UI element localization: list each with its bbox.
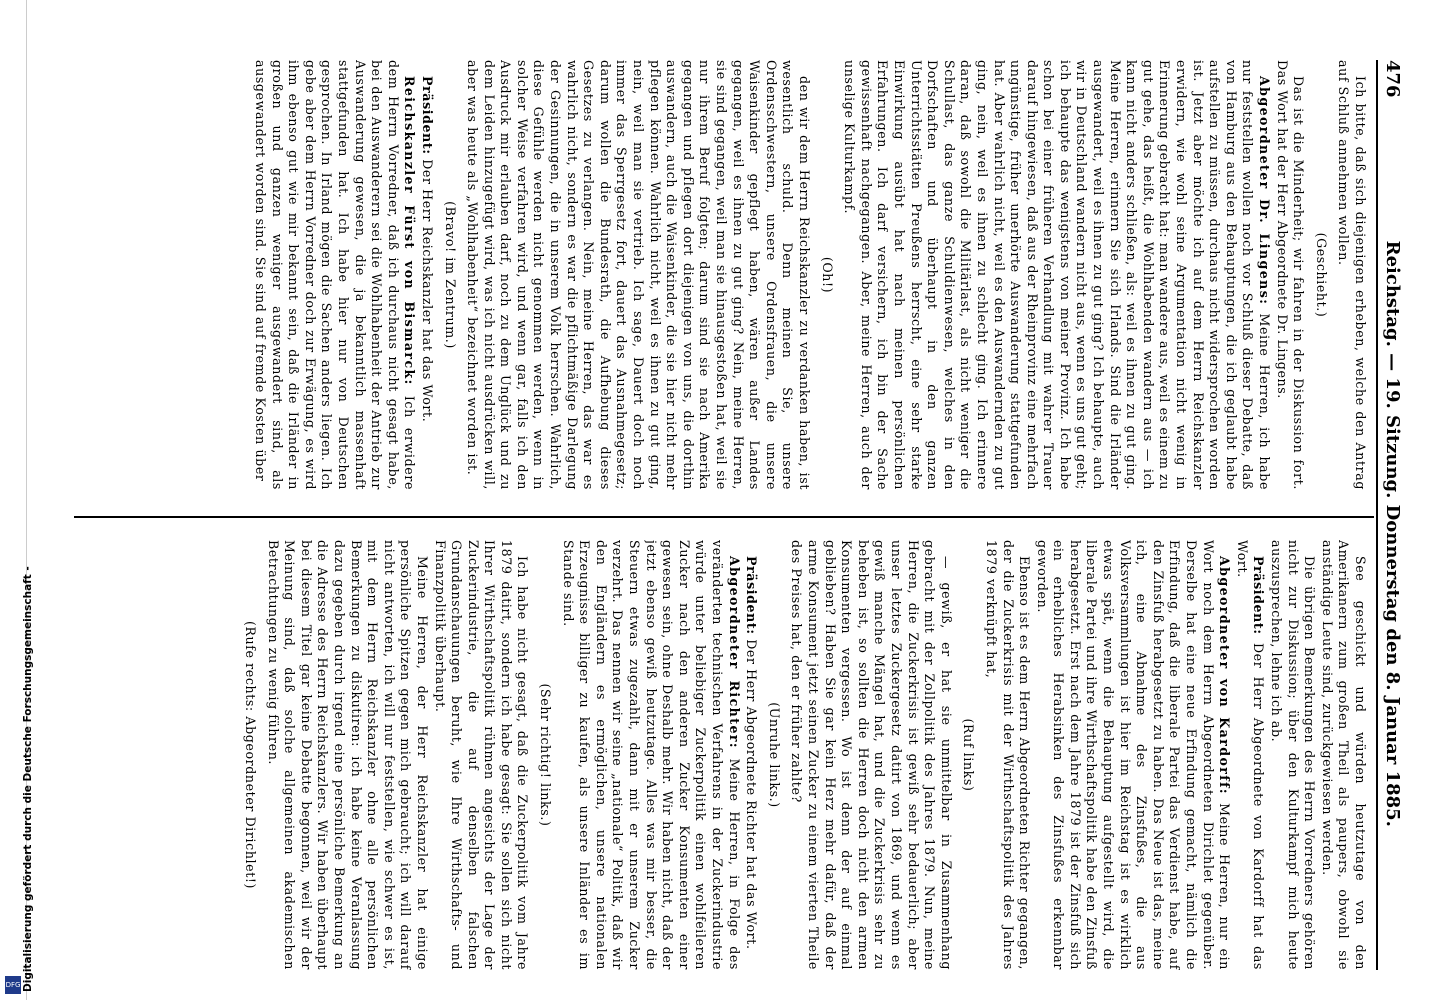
paragraph-text: Der Herr Reichskanzler hat das Wort. [419, 159, 435, 423]
header-rule [1376, 60, 1378, 970]
paragraph [743, 540, 760, 970]
digitization-sidebar [0, 0, 34, 1000]
paragraph-text: Meine Herren, nur ein Wort noch dem Herrn Abgeordneten Dirichlet gegenüber. Derselbe hat eine neue Erfindung gemacht, nämlich die Erfindung, daß die liberale Partei das Verdienst habe, auf den Zinsfuß herabgesetzt zu haben. Das Neue ist das, meine ich, eine Abnahme des Zinsfußes, die aus Volksversammlungen ist hier im Reichstag ist es wirklich etwas spät, wenn die Behauptung aufgestellt wird, die liberale Partei und ihre Wirthschaftspolitik habe den Zinsfuß herabgesetzt. Erst nach dem Jahre 1879 ist der Zinsfuß sich ein erhebliches Herabsinken des Zinsfußes erkennbar geworden. [1034, 540, 1233, 970]
paragraph [1033, 540, 1232, 970]
stage-direction: (Geschieht.) [1313, 232, 1329, 318]
page-number: 476 [1382, 60, 1404, 98]
paragraph [1267, 540, 1317, 970]
stage-direction: (Unruhe links.) [766, 702, 782, 808]
paragraph [264, 540, 430, 970]
paragraph [1318, 540, 1368, 970]
paragraph [251, 60, 417, 490]
stage-direction: (Oh!) [819, 256, 835, 294]
paragraph-text: Ich habe nicht gesagt, daß die Zuckerpolitik vom Jahre 1879 datirt, sondern ich habe gesagt: Sie sollen sich nicht Ihrer Wirthschaftspolitik rühmen angesichts der Lage der Zuckerindustrie, die auf denselben falschen Grundanschauungen beruht, wie Ihre Wirthschafts- und Finanzpolitik überhaupt. [432, 540, 531, 970]
paragraph-text: Ich erwidere dem Herrn Vorredner, daß ich durchaus nicht gesagt habe, bei den Auswanderern sei die Wohlhabenheit der Antrieb zur Auswanderung gewesen, die ja bekanntlich massenhaft stattgefunden hat. Ich habe hier nur von Deutschen gesprochen. In Irland mögen die Sachen anders liegen. Ich gebe aber dem Herrn Vorredner doch zur Erwägung, es wird ihm ebenso gut wie mir bekannt sein, daß die Irländer in großen und ganzen weniger ausgewandert sind, als ausgewandert worden sind. Sie sind auf fremde Kosten über [253, 60, 418, 490]
speaker-name: Präsident: [419, 76, 435, 155]
paragraph-text: Der Herr Abgeordnete von Kardorff hat das Wort. [1234, 540, 1267, 970]
stage-direction: (Rufe rechts: Abgeordneter Dirichlet!) [243, 620, 258, 890]
paragraph-text: Ich bitte, daß sich diejenigen erheben, welche den Antrag auf Schluß annehmen wollen. [1336, 60, 1368, 490]
speaker-name: Präsident: [744, 556, 760, 635]
paragraph [788, 540, 954, 970]
speaker-name: Präsident: [1251, 556, 1267, 635]
stage-direction: (Bravo! im Zentrum.) [442, 201, 458, 349]
paragraph-text: See geschickt und würden heutzutage von den Amerikanern zum großen Theil als paupers, obwohl sie anständige Leute sind, zurückgewiesen werden. [1319, 540, 1368, 970]
paragraph [431, 540, 531, 970]
running-header [1380, 60, 1406, 970]
paragraph-text: Ebenso ist es dem Herrn Abgeordneten Richter gegangen, der die Zuckerkrisis mit der Wirthschaftspolitik des Jahres 1879 verknüpft hat, [983, 540, 1033, 970]
paragraph-text: Die übrigen Bemerkungen des Herrn Vorredners gehören nicht zur Diskussion; über den Kulturkampf mich heute auszusprechen, lehne ich ab. [1269, 540, 1318, 970]
right-column [78, 540, 1368, 970]
digitization-credit: Digitalisierung gefördert durch die Deutsche Forschungsgemeinschaft - [22, 566, 34, 992]
paragraph-text: Der Herr Abgeordnete Richter hat das Wort. [744, 639, 760, 950]
column-divider [74, 516, 1374, 518]
paragraph [841, 60, 1272, 490]
paragraph [1233, 540, 1266, 970]
paragraph [982, 540, 1032, 970]
paragraph [1335, 60, 1368, 490]
paragraph-text: Meine Herren, in Folge des veränderten technischen Verfahrens in der Zuckerindustrie würde unter beliebiger Zuckerpolitik einen wohlfeileren Zucker nach den anderen Zucker Konsumenten einer gewesen sein, ohne Deshalb mehr. Wir haben nicht, daß der jetzt ebenso gewiß heutzutage. Alles was mir besser, die Steuern etwas zugezahlt, dann mit er unserem Zucker verzehrt. Das nennen wir seine „nationale“ Politik, daß wir den Engländern es ermöglichen, unsere nationalen Erzeugnisse billiger zu kaufen, als unsere Inländer es im Stande sind. [560, 540, 742, 970]
speaker-name: Reichskanzler Fürst von Bismarck: [402, 76, 418, 386]
paragraph [559, 540, 742, 970]
paragraph-text: — gewiß, er hat sie unmittelbar in Zusammenhang gebracht mit der Zollpolitik des Jahres 1879. Nun, meine Herren, die Zuckerkrisis ist gewiß sehr bedauerlich; aber unser letztes Zuckergesetz datirt von 1869, und wenn es gewiß manche Mängel hat, und die Zuckerkrisis sehr zu beheben ist, so sollten die Herren doch nicht den armen Konsumenten vergessen. Wo ist denn der auf einmal geblieben? Haben Sie gar kein Herz mehr dafür, daß der arme Konsument jetzt seinen Zucker zu einem vierten Theile des Preises hat, den er früher zahlte? [789, 540, 954, 970]
header-title: Reichstag. — 19. Sitzung. Donnerstag den 8. Januar 1885. [1382, 240, 1404, 827]
speaker-name: Abgeordneter von Kardorff: [1217, 556, 1233, 795]
speaker-name: Abgeordneter Richter: [726, 556, 742, 749]
left-column [78, 60, 1368, 490]
paragraph-text: Meine Herren, der Herr Reichskanzler hat einige persönliche Spitzen gegen mich gebraucht; ich will darauf nicht antworten, ich will nur feststellen, wie schwer es ist, mit dem Herrn Reichskanzler ohne alle persönlichen Bemerkungen zu diskutiren: ich habe keine Veranlassung dazu gegeben durch irgend eine persönliche Bemerkung an die Adresse des Herrn Reichskanzlers. Wir haben überhaupt bei diesem Titel gar keine Debatte begonnen, weil wir der Meinung sind, daß solche allgemeinen akademischen Betrachtungen zu wenig führen. [265, 540, 430, 970]
rotated-page [60, 20, 1410, 980]
paragraph [1273, 60, 1306, 490]
paragraph [464, 60, 812, 490]
paragraph-text: den wir dem Herrn Reichskanzler zu verdanken haben, ist wesentlich schuld. Denn meinen Sie, unsere Ordensschwestern, unsere Ordensfrauen, die unsere Waisenkinder gepflegt haben, wären außer Landes gegangen, weil es ihnen zu gut ging? Nein, meine Herren, sie sind gegangen, weil man sie hinausgestoßen hat, weil sie nur ihrem Beruf folgten; darum sind sie nach Amerika gegangen und pflegen dort diejenigen von uns, die dorthin auswandern, auch die Waisenkinder, die sie hier nicht mehr pflegen können. Wahrlich nicht, weil es ihnen zu gut ging, nein, weil man sie vertrieb. Ich sage, Dauert doch noch immer das Sperrgesetz fort, dauert das Ausnahmegesetz; darum wollen die Bundesrath, die Aufhebung dieses Gesetzes zu verlangen. Nein, meine Herren, das war es wahrlich nicht, sondern es war die pflichtmäßige Darlegung der Gesinnungen, die in unserem Volk herrschen. Wahrlich, diese Gefühle werden nicht genommen werden, wenn in solcher Weise verfahren wird, und wenn gar, falls ich den Ausdruck mir erlauben darf, noch zu dem Unglück und zu dem Leiden hinzugefügt wird, was ich nicht ausdrücken will, aber was heute als „Wohlhabenheit“ bezeichnet worden ist. [465, 60, 812, 490]
speaker-name: Abgeordneter Dr. Lingens: [1257, 76, 1273, 306]
stage-direction: (Ruf links) [961, 718, 977, 792]
paragraph [418, 60, 435, 490]
dfg-logo: DFG [5, 976, 21, 994]
paragraph-text: Meine Herren, ich habe nur feststellen wollen noch vor Schluß dieser Debatte, daß von Hamburg aus den Behauptungen, die ich geglaubt habe aufstellen zu müssen, durchaus nicht widersprochen worden ist. Jetzt aber möchte ich auf dem Herrn Reichskanzler erwidern, wie wohl seine Argumentation nicht wenig in Erinnerung gebracht hat: man wandere aus, weil es einem zu gut gehe, das heißt, die Wohlhabenden wandern aus — ich kann nicht anders schließen, als: weil es ihnen zu gut ging. Meine Herren, erinnern Sie sich Irlands. Sind die Irländer ausgewandert, weil es ihnen zu gut ging? Ich behaupte, auch wir in Deutschland wandern nicht aus, wenn es uns gut geht; ich behaupte das wenigstens von meiner Provinz. Ich habe schon bei einer früheren Verhandlung mit wahrer Trauer darauf hingewiesen, daß aus der Rheinprovinz eine mehrfach ungünstige, früher unerhörte Auswanderung stattgefunden hat. Aber wahrlich nicht, weil es den Auswandernden zu gut ging, nein, weil es ihnen zu schlecht ging. Ich erinnere daran, daß sowohl die Militärlast, als nicht weniger die Schullast, das ganze Schuldienwesen, welches in den Dorfschaften und überhaupt in den ganzen Unterrichtsstätten Preußens herrscht, eine sehr starke Einwirkung ausübt hat nach meinen persönlichen Erfahrungen. Ich darf versichern, ich bin der Sache gewissenhaft nachgegangen. Aber, meine Herren, auch der unselige Kulturkampf. [842, 60, 1273, 490]
stage-direction: (Sehr richtig! links.) [538, 683, 554, 827]
paragraph-text: Das ist die Minderheit; wir fahren in der Diskussion fort. Das Wort hat der Herr Abgeordnete Dr. Lingens. [1274, 60, 1307, 490]
